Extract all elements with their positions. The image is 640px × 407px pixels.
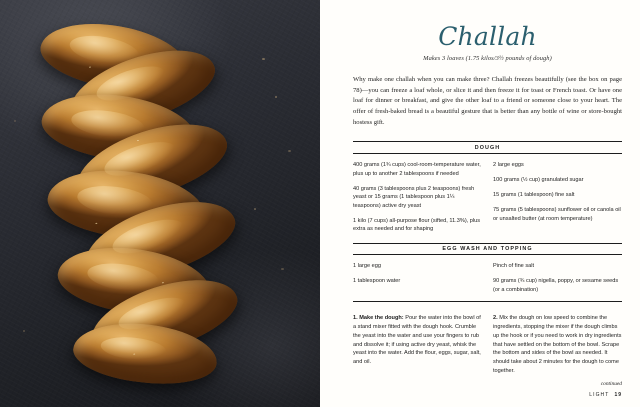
- method-steps: [353, 314, 622, 388]
- ingredient-item: 400 grams (1¾ cups) cool-room-temperature water, plus up to another 2 tablespoons if needed: [353, 162, 481, 177]
- recipe-headnote: Why make one challah when you can make three? Challah freezes beautifully (see the box on page 78)—you can freeze a loaf whole, or slice it and then freeze it for toast or French toast. Or have one loaf for dinner or breakfast, and give the other loaf to a friend or someone close to your heart. The offer of fresh-baked bread is a beautiful gesture that is better than any bottle of wine or store-bought hostess gift.: [353, 76, 622, 126]
- ingredients-egg-wash-right: [493, 262, 622, 294]
- ingredients-dough-right: [493, 161, 622, 234]
- ingredients-egg-wash-left: [353, 262, 482, 294]
- ingredients-egg-wash: [353, 255, 622, 294]
- ingredient-item: 100 grams (½ cup) granulated sugar: [493, 177, 584, 184]
- ingredients-dough: [353, 154, 622, 234]
- ingredients-bottom-rule: [353, 301, 622, 302]
- crumb: [262, 58, 265, 60]
- page-footer: [589, 392, 622, 398]
- crumb: [288, 150, 291, 152]
- page-number: 19: [614, 392, 622, 398]
- ingredient-item: 1 tablespoon water: [353, 278, 401, 285]
- ingredient-item: 1 kilo (7 cups) all-purpose flour (sifted, 11.3%), plus extra as needed and for shaping: [353, 217, 481, 233]
- step-text: Pour the water into the bowl of a stand mixer fitted with the dough hook. Crumble the yeast into the water and use your fingers to rub and dissolve it; if using active dry yeast, whisk the yeast into the water. Add the flour, eggs, sugar, salt, and oil.: [353, 315, 481, 366]
- ingredient-item: Pinch of fine salt: [493, 263, 535, 270]
- ingredients-dough-left: [353, 161, 482, 234]
- crumb: [14, 120, 16, 122]
- chapter-name: LIGHT: [589, 392, 610, 398]
- crumb: [254, 208, 256, 210]
- continued-note: continued: [600, 381, 622, 388]
- section-heading-dough: DOUGH: [353, 141, 622, 154]
- step-text: Mix the dough on low speed to combine the ingredients, stopping the mixer if the dough climbs up the hook or if you need to work in dry ingredients that have settled on the bottom of the bowl. Scrape the bottom and sides of the bowl as needed. It should take about 2 minutes for the dough to come together.: [493, 315, 622, 374]
- method-step-1: [353, 314, 482, 388]
- ingredient-item: 1 large egg: [353, 263, 381, 270]
- ingredient-item: 90 grams (¾ cup) nigella, poppy, or sesame seeds (or a combination): [493, 278, 619, 293]
- ingredient-item: 15 grams (1 tablespoon) fine salt: [493, 192, 575, 199]
- crumb: [275, 96, 277, 98]
- crumb: [23, 330, 25, 332]
- recipe-page: [320, 0, 640, 407]
- braided-loaf: [15, 12, 269, 405]
- section-heading-egg-wash-and-topping: EGG WASH AND TOPPING: [353, 243, 622, 256]
- recipe-title: Challah: [438, 22, 537, 51]
- step-lead: Make the dough:: [359, 315, 404, 322]
- step-number: 2.: [493, 315, 498, 322]
- recipe-yield: Makes 3 loaves (1.75 kilos/3½ pounds of dough): [423, 55, 552, 62]
- crumb: [281, 268, 284, 270]
- ingredient-item: 75 grams (5 tablespoons) sunflower oil or canola oil or unsalted butter (at room temperature): [493, 207, 621, 222]
- ingredient-item: 40 grams (3 tablespoons plus 2 teaspoons) fresh yeast or 15 grams (1 tablespoon plus 1¼ teaspoons) active dry yeast: [353, 185, 475, 209]
- method-step-2: [493, 314, 622, 388]
- step-number: 1.: [353, 315, 358, 322]
- ingredient-item: 2 large eggs: [493, 162, 524, 169]
